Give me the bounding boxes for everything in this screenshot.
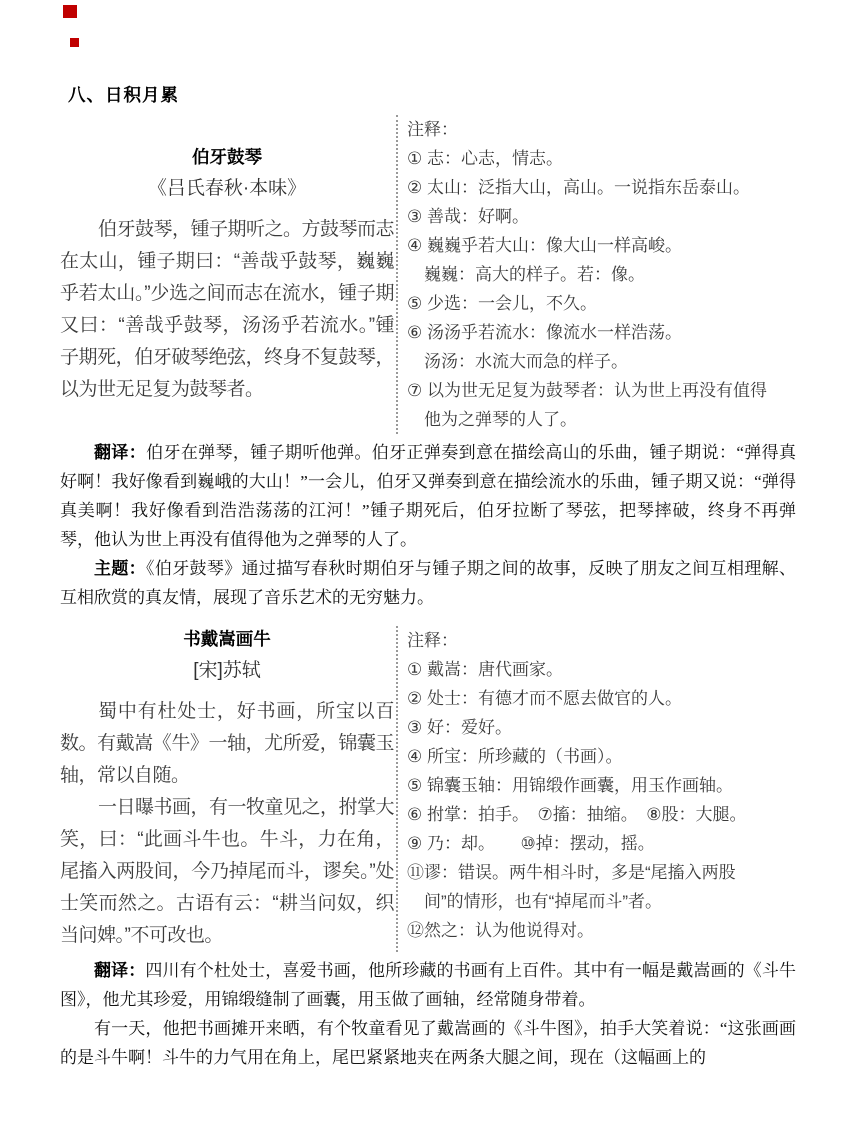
note-item: ② 处士：有德才而不愿去做官的人。 (407, 689, 682, 708)
note-item: ⑥ 拊掌：拍手。 ⑦搐：抽缩。 ⑧股：大腿。 (407, 805, 747, 824)
classical-text: 蜀中有杜处士，好书画，所宝以百数。有戴嵩《牛》一轴，尤所爱，锦囊玉轴，常以自随。 (60, 701, 394, 786)
translation-paragraph (60, 438, 796, 554)
notes-label: 注释： (407, 631, 458, 650)
text-title: 伯牙鼓琴 (192, 146, 262, 167)
classical-text-column (60, 626, 396, 952)
classical-text: 一日曝书画，有一牧童见之，拊掌大笑，曰：“此画斗牛也。牛斗，力在角，尾搐入两股间，今乃掉尾而斗，谬矣。”处士笑而然之。古语有云：“耕当问奴，织当问婢。”不可改也。 (60, 797, 395, 946)
note-item: ③ 好：爱好。 (407, 718, 512, 737)
translation-text: 四川有个杜处士，喜爱书画，他所珍藏的书画有上百件。其中有一幅是戴嵩画的《斗牛图》，他尤其珍爱，用锦缎缝制了画囊，用玉做了画轴，经常随身带着。 (60, 961, 796, 1009)
translation-text: 伯牙在弹琴，锺子期听他弹。伯牙正弹奏到意在描绘高山的乐曲，锺子期说：“弹得真好啊！我好像看到巍峨的大山！”一会儿，伯牙又弹奏到意在描绘流水的乐曲，锺子期又说：“弹得真美啊！我好像看到浩浩荡荡的江河！”锺子期死后，伯牙拉断了琴弦，把琴摔破，终身不再弹琴，他认为世上再没有值得他为之弹琴的人了。 (60, 443, 797, 549)
text-source: 《吕氏春秋·本味》 (147, 177, 307, 199)
translation-paragraph (60, 1014, 796, 1072)
annotations-column (396, 115, 797, 434)
text-block-shudaisonghuaniu (60, 626, 797, 952)
note-item: ⑤ 少选：一会儿，不久。 (407, 294, 597, 313)
note-item-continuation: 汤汤：水流大而急的样子。 (424, 352, 628, 371)
note-item: ⑫然之：认为他说得对。 (407, 921, 594, 940)
note-item: ⑪谬：错误。两牛相斗时，多是“尾搐入两股 (407, 863, 736, 882)
translation-paragraph (60, 956, 796, 1014)
text-author: [宋]苏轼 (193, 660, 261, 681)
theme-paragraph (60, 554, 796, 612)
translation-label: 翻译： (94, 961, 146, 980)
notes-label: 注释： (407, 120, 458, 139)
theme-text: 《伯牙鼓琴》通过描写春秋时期伯牙与锺子期之间的故事，反映了朋友之间互相理解、互相欣赏的真友情，展现了音乐艺术的无穷魅力。 (60, 559, 797, 607)
note-item: ⑤ 锦囊玉轴：用锦缎作画囊，用玉作画轴。 (407, 776, 733, 795)
note-item: ① 志：心志，情志。 (407, 149, 563, 168)
note-item: ⑥ 汤汤乎若流水：像流水一样浩荡。 (407, 323, 682, 342)
note-item-continuation: 巍巍：高大的样子。若：像。 (424, 265, 645, 284)
note-item-continuation: 间”的情形，也有“掉尾而斗”者。 (424, 892, 662, 911)
note-item: ① 戴嵩：唐代画家。 (407, 660, 563, 679)
section-heading: 八、日积月累 (68, 85, 179, 105)
classical-text-column (60, 144, 396, 406)
theme-label: 主题： (94, 559, 147, 578)
red-marker-icon (63, 5, 77, 18)
note-item: ③ 善哉：好啊。 (407, 207, 529, 226)
note-item: ④ 所宝：所珍藏的（书画）。 (407, 747, 623, 766)
note-item: ④ 巍巍乎若大山：像大山一样高峻。 (407, 236, 682, 255)
red-marker-icon (70, 38, 79, 47)
note-item: ⑨ 乃：却。 ⑩掉：摆动，摇。 (407, 834, 655, 853)
annotations-column (396, 626, 797, 952)
text-title: 书戴嵩画牛 (183, 629, 271, 649)
note-item: ② 太山：泛指大山，高山。一说指东岳泰山。 (407, 178, 750, 197)
note-item: ⑦ 以为世无足复为鼓琴者：认为世上再没有值得 (407, 381, 767, 400)
note-item-continuation: 他为之弹琴的人了。 (424, 410, 577, 429)
text-block-boyaguqin (60, 115, 797, 434)
translation-label: 翻译： (94, 443, 147, 462)
classical-text: 伯牙鼓琴，锺子期听之。方鼓琴而志在太山，锺子期曰：“善哉乎鼓琴，巍巍乎若太山。”少选之间而志在流水，锺子期又曰：“善哉乎鼓琴，汤汤乎若流水。”锺子期死，伯牙破琴绝弦，终身不复鼓琴，以为世无足复为鼓琴者。 (60, 218, 395, 400)
translation-text: 有一天，他把书画摊开来晒，有个牧童看见了戴嵩画的《斗牛图》，拍手大笑着说：“这张画画的是斗牛啊！斗牛的力气用在角上，尾巴紧紧地夹在两条大腿之间，现在（这幅画上的 (60, 1019, 796, 1067)
